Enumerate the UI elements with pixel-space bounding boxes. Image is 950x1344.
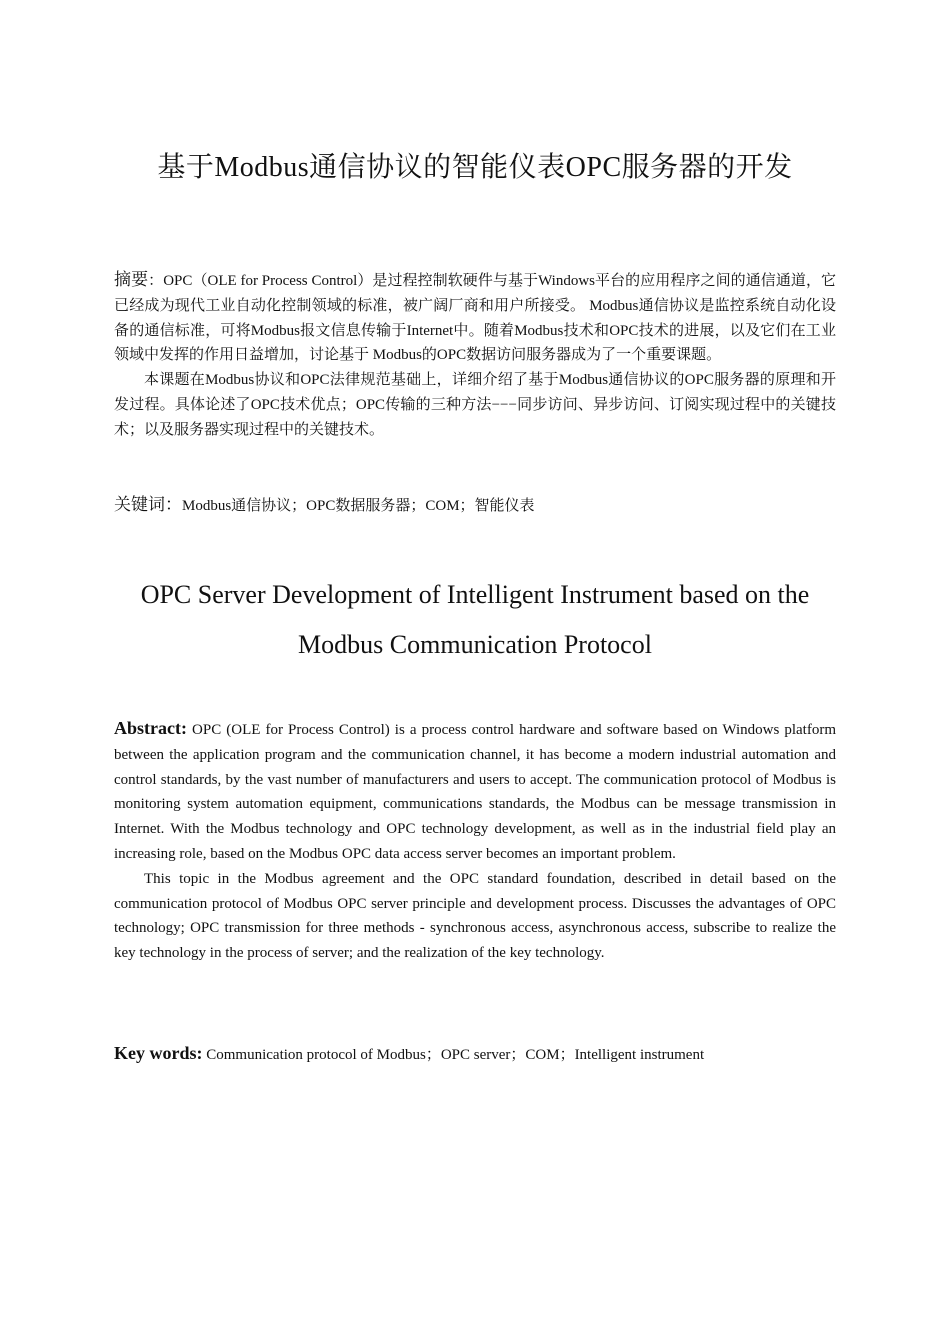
chinese-abstract	[114, 268, 836, 443]
english-title	[0, 570, 950, 670]
english-abstract-text-1: OPC (OLE for Process Control) is a process control hardware and software based on Windows platform between the application program and the communication channel, it has become a modern industrial automation and control standards, by the vast number of manufacturers and users to accept. The communication protocol of Modbus is monitoring system automation equipment, communications standards, the Modbus can be message transmission in Internet. With the Modbus technology and OPC technology development, as well as in the industrial field play an increasing role, based on the Modbus OPC data access server becomes an important problem.	[114, 722, 837, 862]
english-abstract	[114, 716, 836, 966]
english-abstract-paragraph-1	[114, 716, 836, 867]
chinese-abstract-paragraph-1	[114, 268, 836, 368]
chinese-abstract-text-1: OPC（OLE for Process Control）是过程控制软硬件与基于Windows平台的应用程序之间的通信通道，它已经成为现代工业自动化控制领域的标准，被广阔厂商和用户所接受。 Modbus通信协议是监控系统自动化设备的通信标准，可将Modbus报文信息传输于Internet中。随着Modbus技术和OPC技术的进展，以及它们在工业领域中发挥的作用日益增加，讨论基于 Modbus的OPC数据访问服务器成为了一个重要课题。	[114, 273, 837, 364]
english-keywords-label: Key words:	[114, 1043, 203, 1063]
chinese-keywords-label: 关键词：	[114, 495, 182, 515]
english-abstract-label: Abstract:	[114, 718, 187, 738]
chinese-abstract-label: 摘要	[114, 270, 149, 290]
english-abstract-paragraph-2: This topic in the Modbus agreement and the OPC standard foundation, described in detail based on the communication protocol of Modbus OPC server principle and development process. Discusses the advantages of OPC technology; OPC transmission for three methods - synchronous access, asynchronous access, subscribe to realize the key technology in the process of server; and the realization of the key technology.	[114, 870, 836, 962]
english-keywords-text: Communication protocol of Modbus；OPC server；COM；Intelligent instrument	[206, 1047, 705, 1063]
chinese-keywords-text: Modbus通信协议；OPC数据服务器；COM；智能仪表	[182, 498, 535, 514]
chinese-keywords	[114, 492, 836, 519]
english-title-line-1: OPC Server Development of Intelligent Instrument based on the	[140, 580, 810, 609]
chinese-abstract-colon: ：	[148, 273, 164, 289]
english-keywords	[114, 1040, 836, 1068]
english-title-line-2: Modbus Communication Protocol	[298, 630, 652, 659]
chinese-abstract-paragraph-2: 本课题在Modbus协议和OPC法律规范基础上，详细介绍了基于Modbus通信协议的OPC服务器的原理和开发过程。具体论述了OPC技术优点；OPC传输的三种方法−−−同步访问、异步访问、订阅实现过程中的关键技术；以及服务器实现过程中的关键技术。	[114, 372, 836, 438]
chinese-title: 基于Modbus通信协议的智能仪表OPC服务器的开发	[157, 152, 793, 183]
